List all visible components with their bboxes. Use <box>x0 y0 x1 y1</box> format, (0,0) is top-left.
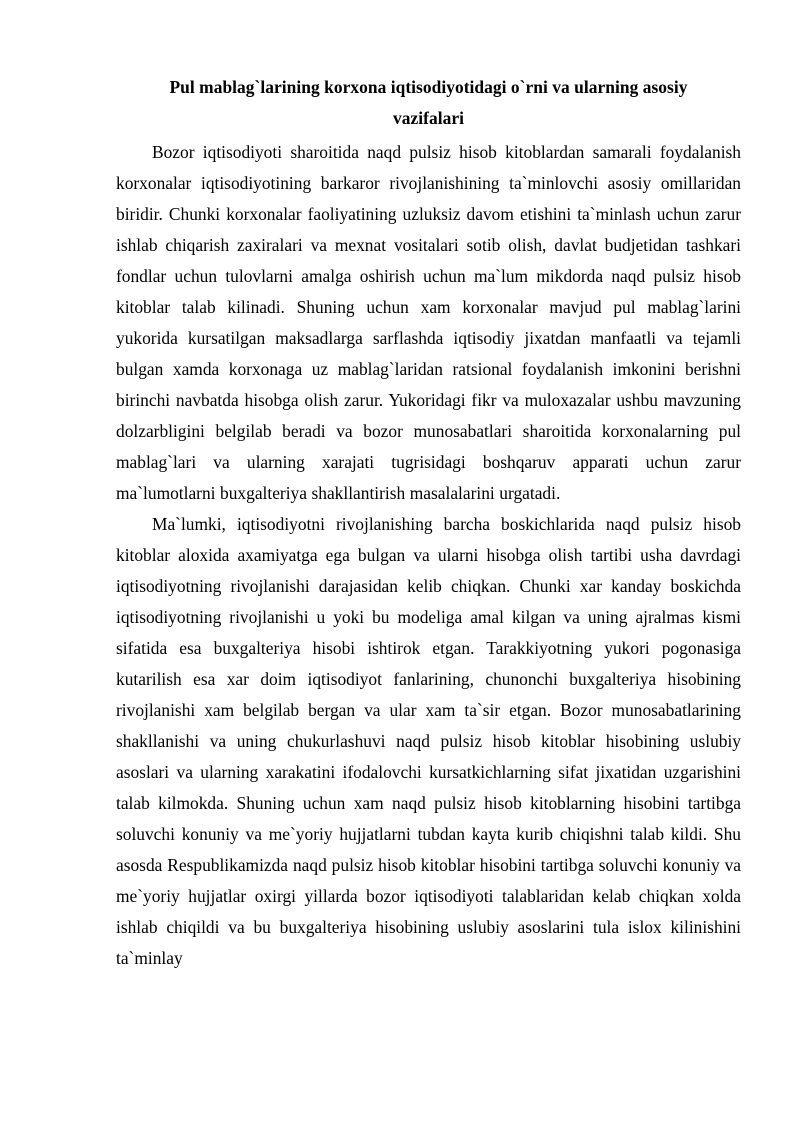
title-line-1: Pul mablag`larining korxona iqtisodiyotidagi o`rni va ularning asosiy <box>169 77 688 97</box>
body-paragraph-2: Ma`lumki, iqtisodiyotni rivojlanishing barcha boskichlarida naqd pulsiz hisob kitoblar aloxida axamiyatga ega bulgan va ularni hisobga olish tartibi usha davrdagi iqtisodiyotning rivojlanishi darajasidan kelib chiqkan. Chunki xar kanday boskichda iqtisodiyotning rivojlanishi u yoki bu modeliga amal kilgan va uning ajralmas kismi sifatida esa buxgalteriya hisobi ishtirok etgan. Tarakkiyotning yukori pogonasiga kutarilish esa xar doim iqtisodiyot fanlarining, chunonchi buxgalteriya hisobining rivojlanishi xam belgilab bergan va ular xam ta`sir etgan. Bozor munosabatlarining shakllanishi va uning chukurlashuvi naqd pulsiz hisob kitoblar hisobining uslubiy asoslari va ularning xarakatini ifodalovchi kursatkichlarning sifat jixatidan uzgarishini talab kilmokda. Shuning uchun xam naqd pulsiz hisob kitoblarning hisobini tartibga soluvchi konuniy va me`yoriy hujjatlarni tubdan kayta kurib chiqishni talab kildi. Shu asosda Respublikamizda naqd pulsiz hisob kitoblar hisobini tartibga soluvchi konuniy va me`yoriy hujjatlar oxirgi yillarda bozor iqtisodiyoti talablaridan kelab chiqkan xolda ishlab chiqildi va bu buxgalteriya hisobining uslubiy asoslarini tula islox kilinishini ta`minlay <box>116 514 741 968</box>
document-title <box>116 72 741 134</box>
title-line-2: vazifalari <box>392 108 464 128</box>
body-paragraph-1: Bozor iqtisodiyoti sharoitida naqd pulsiz hisob kitoblardan samarali foydalanish korxonalar iqtisodiyotining barkaror rivojlanishining ta`minlovchi asosiy omillaridan biridir. Chunki korxonalar faoliyatining uzluksiz davom etishini ta`minlash uchun zarur ishlab chiqarish zaxiralari va mexnat vositalari sotib olish, davlat budjetidan tashkari fondlar uchun tulovlarni amalga oshirish uchun ma`lum mikdorda naqd pulsiz hisob kitoblar talab kilinadi. Shuning uchun xam korxonalar mavjud pul mablag`larini yukorida kursatilgan maksadlarga sarflashda iqtisodiy jixatdan manfaatli va tejamli bulgan xamda korxonaga uz mablag`laridan ratsional foydalanish imkonini berishni birinchi navbatda hisobga olish zarur. Yukoridagi fikr va muloxazalar ushbu mavzuning dolzarbligini belgilab beradi va bozor munosabatlari sharoitida korxonalarning pul mablag`lari va ularning xarajati tugrisidagi boshqaruv apparati uchun zarur ma`lumotlarni buxgalteriya shakllantirish masalalarini urgatadi. <box>116 142 741 503</box>
